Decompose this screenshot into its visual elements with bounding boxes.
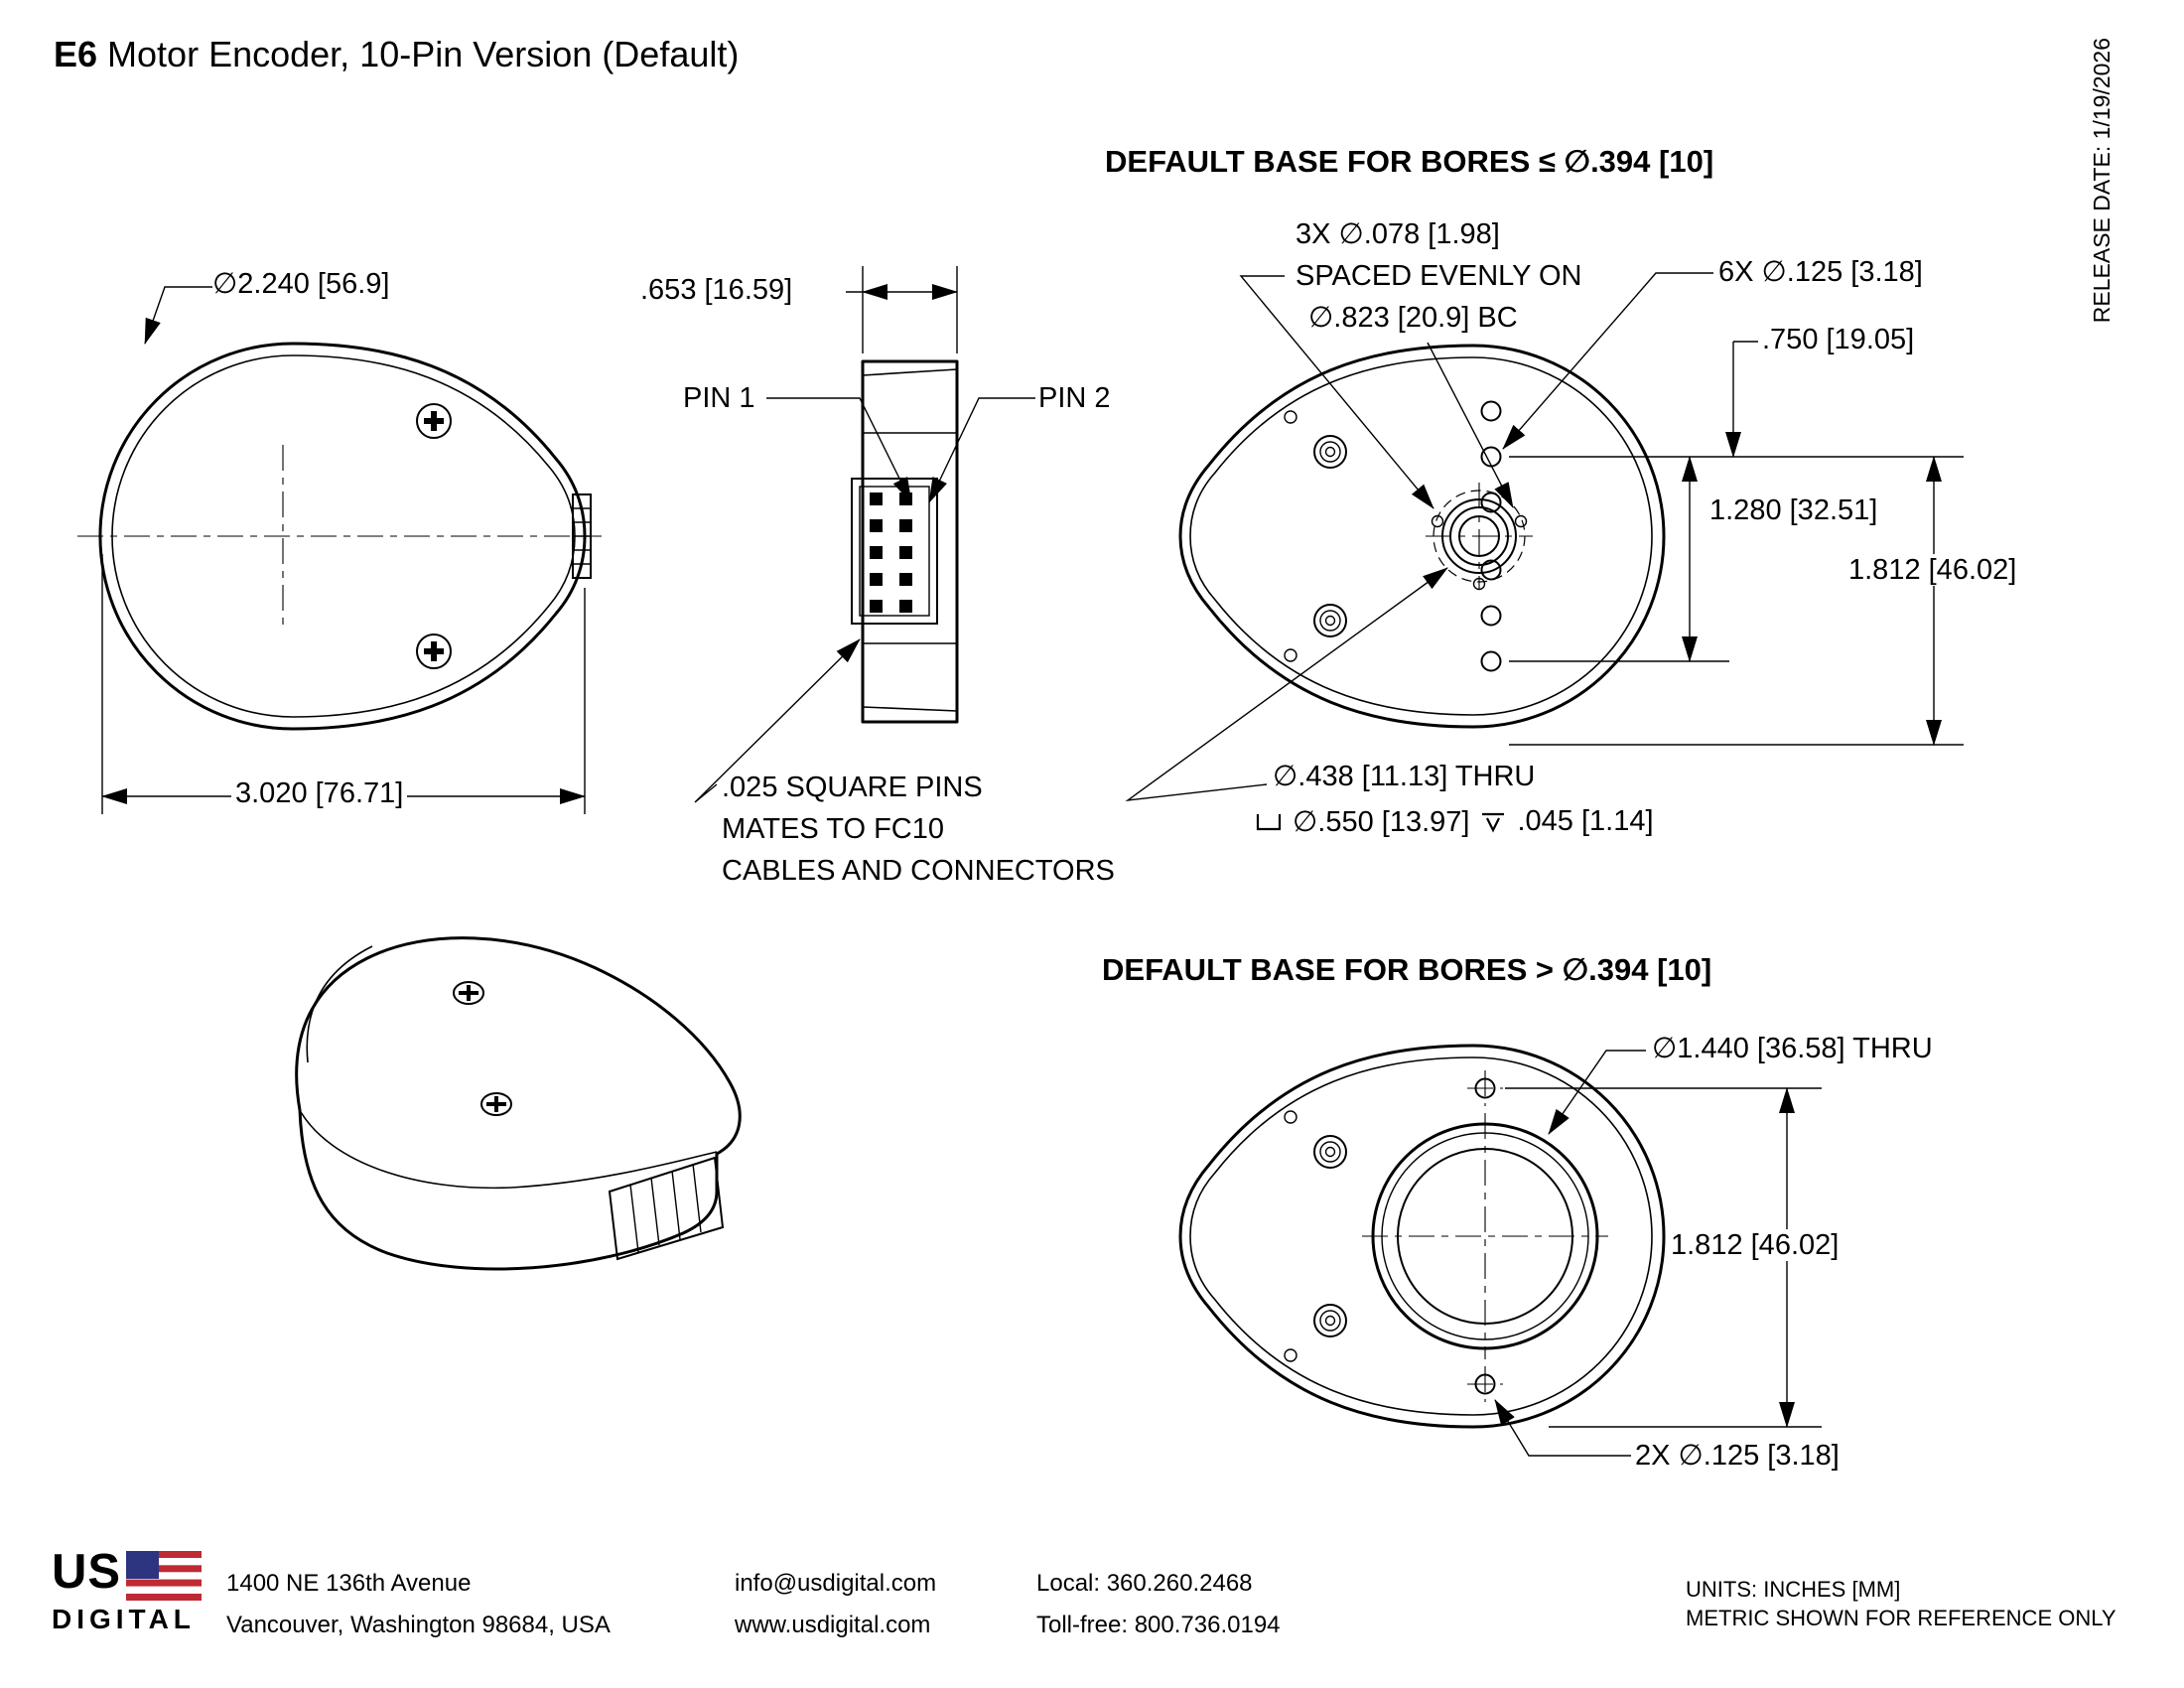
depth-icon [1478,811,1508,833]
counterbore-callout [1254,804,1654,839]
footer-address [226,1563,611,1646]
logo-digital-text: DIGITAL [52,1604,196,1634]
callout-3x-line2: SPACED EVENLY ON [1292,260,1586,292]
address-line1: 1400 NE 136th Avenue [226,1570,472,1597]
callout-3x-line1: 3X ∅.078 [1.98] [1292,218,1504,250]
pin1-label: PIN 1 [683,382,755,414]
footer-phone-tollfree: Toll-free: 800.736.0194 [1036,1612,1281,1638]
units-line2: METRIC SHOWN FOR REFERENCE ONLY [1686,1606,2116,1630]
footer-website: www.usdigital.com [735,1612,931,1638]
dim-1812-large-label: 1.812 [46.02] [1667,1229,1843,1261]
base-small-heading: DEFAULT BASE FOR BORES ≤ ∅.394 [10] [1105,144,1714,179]
usdigital-logo [52,1545,202,1635]
dim-1280-label: 1.280 [32.51] [1706,494,1881,526]
logo-us-text: US [52,1545,122,1599]
counterbore-icon [1254,812,1284,832]
iso-screw-bottom [481,1093,511,1115]
counterbore-dia-label: ∅.550 [13.97] [1293,806,1470,838]
dim-750-label: .750 [19.05] [1758,324,1918,355]
base-large-heading: DEFAULT BASE FOR BORES > ∅.394 [10] [1102,952,1712,987]
units-line1: UNITS: INCHES [MM] [1686,1577,1901,1602]
page-title [54,34,739,75]
address-line2: Vancouver, Washington 98684, USA [226,1612,611,1638]
footer-email: info@usdigital.com [735,1570,937,1597]
page-title-model: E6 [54,34,98,74]
counterbore-depth-label: .045 [1.14] [1517,805,1654,837]
footer-web [735,1563,936,1646]
front-screw-top [417,404,451,438]
connector-note-line3: CABLES AND CONNECTORS [722,855,1115,887]
pin2-label: PIN 2 [1038,382,1111,414]
front-view-drawing [77,287,602,814]
front-width-label: 3.020 [76.71] [231,777,407,809]
side-depth-label: .653 [16.59] [640,274,793,306]
front-diameter-label: ∅2.240 [56.9] [212,268,390,300]
us-flag-icon [126,1551,202,1601]
iso-screw-top [454,982,483,1004]
connector-note-line1: .025 SQUARE PINS [722,772,983,803]
callout-3x-line3: ∅.823 [20.9] BC [1304,302,1522,334]
page-title-rest: Motor Encoder, 10-Pin Version (Default) [97,34,740,74]
isometric-view-drawing [297,938,741,1269]
footer-phones [1036,1563,1281,1646]
footer-units-note [1686,1575,2116,1632]
side-view-drawing [695,266,1035,802]
bore-1440-label: ∅1.440 [36.58] THRU [1648,1033,1937,1064]
connector-note-line2: MATES TO FC10 [722,813,944,845]
dim-1812-small-label: 1.812 [46.02] [1844,554,2020,586]
release-date: RELEASE DATE: 1/19/2026 [2089,38,2115,324]
callout-6x-label: 6X ∅.125 [3.18] [1714,256,1927,288]
callout-2x-label: 2X ∅.125 [3.18] [1631,1440,1843,1472]
bore-438-label: ∅.438 [11.13] THRU [1273,761,1536,792]
connector-pins [870,492,912,613]
footer-phone-local: Local: 360.260.2468 [1036,1570,1253,1597]
front-screw-bottom [417,634,451,668]
